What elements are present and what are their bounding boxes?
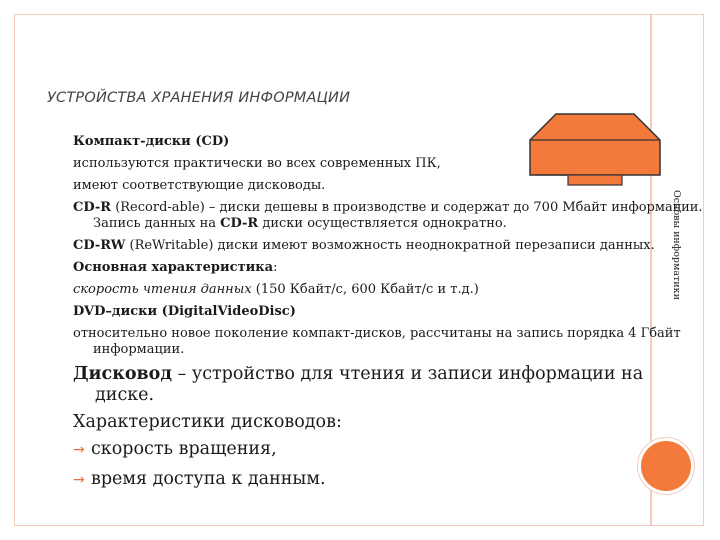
cdr-text: (Record-able) – диски дешевы в производстве и содержат до 700 Мбайт информации. Запись данных на	[93, 200, 703, 231]
decorative-orange-circle	[638, 438, 694, 494]
drive-definition-text: – устройство для чтения и записи информации на диске.	[95, 364, 644, 405]
read-speed-line	[73, 282, 705, 298]
drive-characteristics-heading: Характеристики дисководов:	[73, 412, 342, 432]
cdr-label-2: CD-R	[220, 216, 259, 231]
drive-term: Дисковод	[73, 364, 173, 384]
cdr-label: CD-R	[73, 200, 112, 215]
read-speed-text: (150 Кбайт/с, 600 Кбайт/с и т.д.)	[251, 282, 479, 297]
bullet-item	[73, 469, 705, 491]
cdrw-paragraph	[73, 238, 705, 254]
cdr-paragraph	[73, 200, 705, 232]
bullet-text: скорость вращения,	[91, 439, 277, 459]
cdrw-text: (ReWritable) диски имеют возможность неоднократной перезаписи данных.	[125, 238, 655, 253]
cd-line-2: имеют соответствующие дисководы.	[73, 178, 326, 193]
main-characteristic-colon: :	[273, 260, 278, 275]
main-characteristic-label: Основная характеристика	[73, 260, 274, 275]
slide-title: УСТРОЙСТВА ХРАНЕНИЯ ИНФОРМАЦИИ	[47, 90, 351, 106]
cd-heading: Компакт-диски (CD)	[73, 134, 230, 149]
dvd-paragraph: относительно новое поколение компакт-дисков, рассчитаны на запись порядка 4 Гбайт информации.	[73, 326, 681, 357]
dvd-heading: DVD–диски (DigitalVideoDisc)	[73, 304, 296, 319]
cdrw-label: CD-RW	[73, 238, 126, 253]
cdr-text-2: диски осуществляется однократно.	[258, 216, 507, 231]
drive-definition	[73, 364, 705, 406]
bullet-text: время доступа к данным.	[91, 469, 326, 489]
read-speed-label: скорость чтения данных	[73, 282, 252, 297]
arrow-bullet-icon: →	[73, 472, 85, 488]
main-characteristic	[73, 260, 705, 276]
cd-line-1: используются практически во всех современных ПК,	[73, 156, 441, 171]
side-caption: Основы информатики	[671, 190, 682, 300]
slide-body	[73, 134, 705, 499]
arrow-bullet-icon: →	[73, 442, 85, 458]
bullet-item	[73, 439, 705, 461]
